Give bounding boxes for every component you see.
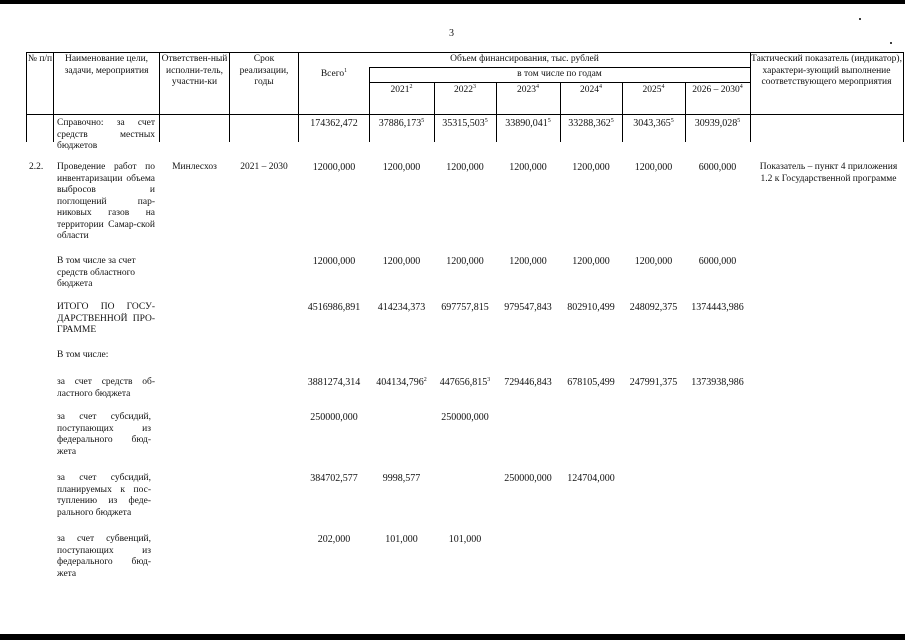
cell-2021: 1200,000 — [382, 162, 421, 173]
cell-total: 12000,000 — [312, 162, 356, 173]
cell-2022: 101,000 — [448, 534, 482, 545]
row-indicator: Показатель – пункт 4 приложения 1.2 к Государственной программе — [759, 162, 898, 184]
header-year-2025 — [623, 85, 684, 97]
footnote-marker: 4 — [661, 84, 665, 90]
cell-2022 — [435, 118, 495, 130]
bottom-border-bar — [0, 634, 905, 640]
cell-value: 447656,815 — [439, 377, 488, 388]
header-year-label: 2021 — [390, 85, 410, 95]
header-year-2026-2030 — [686, 85, 749, 97]
cell-total: 384702,577 — [310, 473, 358, 484]
scan-speck — [859, 18, 861, 20]
row-name: Справочно: за счет средств местных бюджетов — [57, 118, 155, 151]
row-number: 2.2. — [29, 162, 44, 172]
footnote-marker: 3 — [487, 377, 491, 383]
row-name: за счет субсидий, планируемых к пос-туплению из феде-рального бюджета — [57, 473, 151, 518]
cell-2024 — [561, 118, 621, 130]
header-year-label: 2026 – 2030 — [692, 85, 740, 95]
cell-2026-2030: 1374443,986 — [691, 302, 744, 313]
top-border-bar — [0, 0, 905, 4]
cell-value: 3043,365 — [633, 118, 671, 129]
cell-2024: 124704,000 — [567, 473, 615, 484]
cell-2023: 729446,843 — [504, 377, 552, 388]
footnote-marker: 5 — [610, 118, 614, 124]
header-year-label: 2023 — [517, 85, 536, 95]
row-name: за счет средств об-ластного бюджета — [57, 377, 155, 399]
header-year-label: 2024 — [580, 85, 599, 95]
cell-2022: 1200,000 — [446, 162, 484, 173]
header-year-label: 2022 — [454, 85, 473, 95]
cell-2023 — [497, 118, 559, 130]
cell-value: 404134,796 — [376, 377, 424, 388]
header-year-label: 2025 — [642, 85, 662, 95]
cell-2021: 101,000 — [385, 534, 418, 545]
footnote-marker: 3 — [473, 84, 476, 90]
cell-total: 174362,472 — [310, 118, 358, 129]
footnote-marker: 4 — [599, 84, 602, 90]
header-col-by-years: в том числе по годам — [517, 69, 602, 79]
cell-2021: 414234,373 — [377, 302, 426, 313]
cell-value: 35315,503 — [442, 118, 485, 129]
footnote-marker: 2 — [409, 84, 413, 90]
footnote-marker: 2 — [423, 377, 427, 383]
cell-2022: 697757,815 — [441, 302, 489, 313]
row-term: 2021 – 2030 — [240, 162, 288, 172]
header-col-indicator: Тактический показатель (индикатор), характери-зующий выполнение соответствующего мероприятия — [751, 54, 902, 87]
footnote-marker: 5 — [547, 118, 551, 124]
footnote-marker: 5 — [670, 118, 674, 124]
cell-2022: 1200,000 — [446, 256, 484, 267]
cell-2024: 802910,499 — [567, 302, 615, 313]
header-year-2021 — [370, 85, 433, 97]
footnote-marker: 4 — [536, 84, 539, 90]
footnote-marker: 5 — [421, 118, 425, 124]
cell-2021 — [370, 118, 433, 130]
cell-2023: 1200,000 — [509, 162, 547, 173]
scan-speck — [890, 42, 892, 44]
row-name: ИТОГО ПО ГОСУ-ДАРСТВЕННОЙ ПРО-ГРАММЕ — [57, 302, 155, 335]
cell-2026-2030 — [686, 118, 749, 130]
header-col-total — [300, 69, 368, 81]
cell-total: 4516986,891 — [307, 302, 361, 313]
cell-2021 — [370, 377, 433, 389]
cell-2026-2030: 6000,000 — [698, 162, 737, 173]
footnote-marker: 4 — [739, 84, 743, 90]
footnote-marker: 5 — [737, 118, 741, 124]
header-col-funding: Объем финансирования, тыс. рублей — [450, 54, 599, 64]
cell-2024: 678105,499 — [567, 377, 615, 388]
header-col-term: Срок реализации, годы — [239, 54, 289, 87]
cell-total: 202,000 — [317, 534, 351, 545]
footnote-marker: 1 — [344, 68, 348, 74]
cell-value: 30939,028 — [694, 118, 738, 129]
page-number: 3 — [449, 28, 454, 39]
cell-2025: 1200,000 — [634, 162, 673, 173]
cell-2026-2030: 1373938,986 — [691, 377, 744, 388]
cell-2023: 979547,843 — [504, 302, 552, 313]
header-col-number: № п/п — [27, 54, 53, 64]
row-name: за счет субвенций, поступающих из федерального бюд-жета — [57, 534, 151, 579]
footnote-marker: 5 — [484, 118, 488, 124]
cell-value: 33288,362 — [568, 118, 611, 129]
cell-value: 37886,173 — [378, 118, 422, 129]
cell-2025 — [623, 118, 684, 130]
cell-2026-2030: 6000,000 — [698, 256, 737, 267]
row-name: Проведение работ по инвентаризации объема выбросов и поглощений пар-никовых газов на территории Самар-ской области — [57, 162, 155, 241]
cell-2022: 250000,000 — [441, 412, 489, 423]
cell-2025: 1200,000 — [634, 256, 673, 267]
header-year-2022 — [435, 85, 495, 97]
cell-2023: 1200,000 — [509, 256, 547, 267]
row-name: В том числе за счет средств областного бюджета — [57, 256, 136, 289]
cell-2021: 1200,000 — [382, 256, 421, 267]
header-col-total-label: Всего — [320, 69, 345, 79]
row-name: за счет субсидий, поступающих из федерального бюд-жета — [57, 412, 151, 457]
row-responsible: Минлесхоз — [172, 162, 217, 172]
row-name: В том числе: — [57, 350, 109, 360]
cell-2023: 250000,000 — [504, 473, 552, 484]
cell-total: 12000,000 — [312, 256, 356, 267]
cell-2025: 247991,375 — [629, 377, 678, 388]
cell-total: 3881274,314 — [307, 377, 361, 388]
header-year-2023 — [497, 85, 559, 97]
cell-value: 33890,041 — [505, 118, 548, 129]
cell-2024: 1200,000 — [572, 256, 610, 267]
cell-2024: 1200,000 — [572, 162, 610, 173]
header-col-name: Наименование цели, задачи, мероприятия — [64, 54, 149, 76]
header-col-responsible: Ответствен-ный исполни-тель, участни-ки — [161, 54, 228, 87]
cell-total: 250000,000 — [310, 412, 358, 423]
cell-2022 — [435, 377, 495, 389]
cell-2021: 9998,577 — [382, 473, 421, 484]
cell-2025: 248092,375 — [629, 302, 678, 313]
header-year-2024 — [561, 85, 621, 97]
